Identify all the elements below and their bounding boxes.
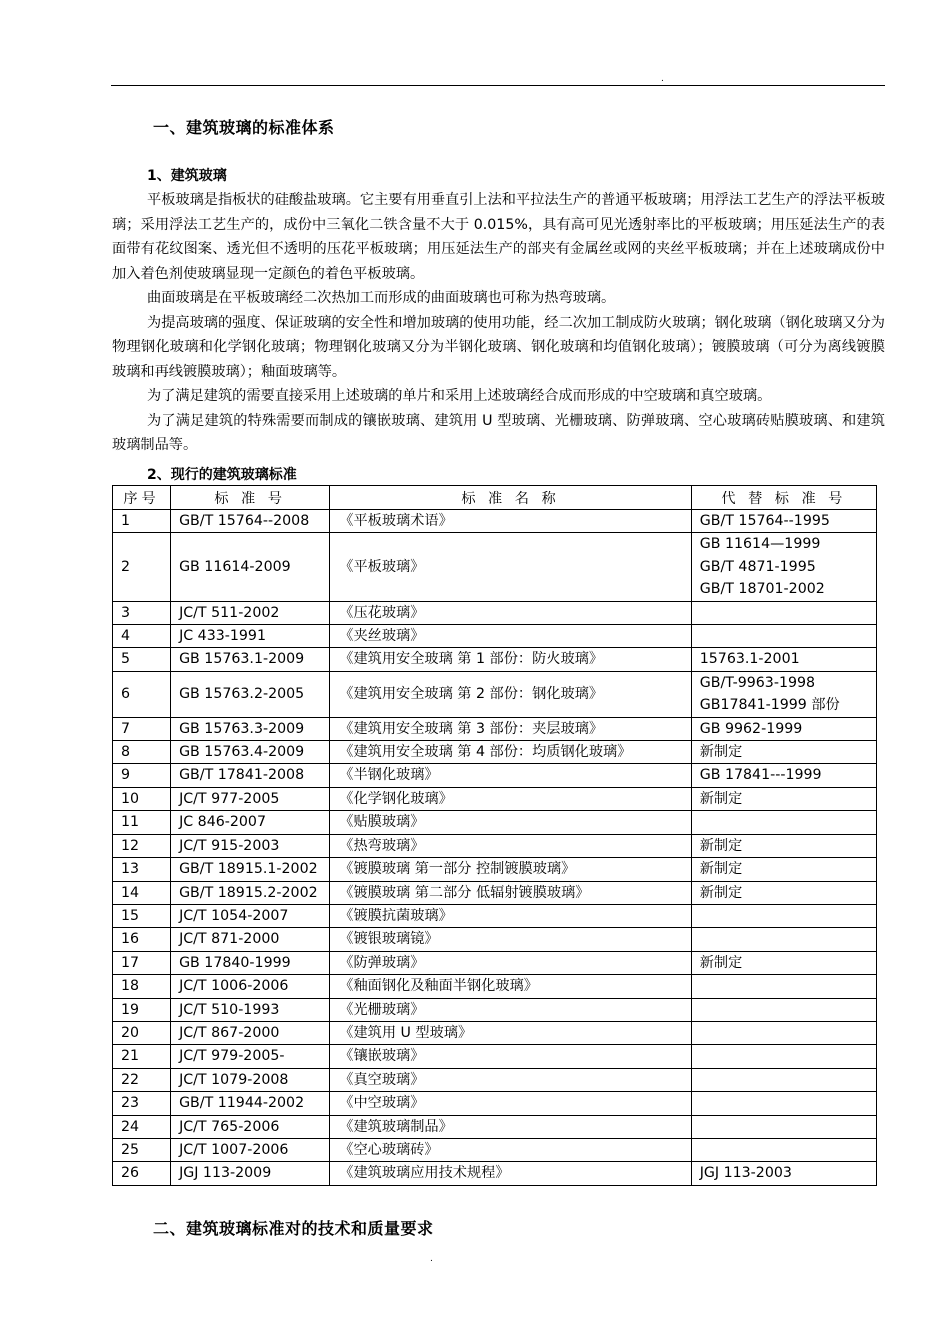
cell-standard-name: 《镀银玻璃镜》: [330, 928, 691, 951]
table-row: [113, 601, 877, 624]
cell-replaces: [691, 1162, 876, 1185]
cell-replaces: [691, 510, 876, 533]
cell-standard-code: GB 15763.1-2009: [171, 648, 330, 671]
paragraph: 为了满足建筑的需要直接采用上述玻璃的单片和采用上述玻璃经合成而形成的中空玻璃和真空玻璃。: [147, 388, 772, 404]
table-row: [113, 1162, 877, 1185]
cell-standard-name: 《贴膜玻璃》: [330, 811, 691, 834]
cell-standard-code: JC/T 979-2005-: [171, 1045, 330, 1068]
cell-standard-code: GB/T 18915.1-2002: [171, 858, 330, 881]
replaced-standard: JGJ 113-2003: [699, 1165, 792, 1182]
cell-no: 8: [113, 741, 171, 764]
cell-standard-code: JC/T 977-2005: [171, 787, 330, 810]
replaced-standard: 新制定: [699, 790, 743, 807]
table-row: [113, 1138, 877, 1161]
cell-no: 16: [113, 928, 171, 951]
cell-standard-name: 《镀膜玻璃 第二部分 低辐射镀膜玻璃》: [330, 881, 691, 904]
cell-standard-name: 《建筑用安全玻璃 第 3 部份：夹层玻璃》: [330, 717, 691, 740]
cell-standard-name: 《镀膜玻璃 第一部分 控制镀膜玻璃》: [330, 858, 691, 881]
cell-replaces: [691, 787, 876, 810]
cell-replaces: [691, 1138, 876, 1161]
cell-replaces: [691, 881, 876, 904]
paragraph: 为提高玻璃的强度、保证玻璃的安全性和增加玻璃的使用功能，经二次加工制成防火玻璃；钢化玻璃（钢化玻璃又分为物理钢化玻璃和化学钢化玻璃；物理钢化玻璃又分为半钢化玻璃、钢化玻璃和均值钢化玻璃）；镀膜玻璃（可分为离线镀膜玻璃和再线镀膜玻璃）；釉面玻璃等。: [112, 314, 885, 380]
cell-no: 25: [113, 1138, 171, 1161]
cell-no: 23: [113, 1092, 171, 1115]
table-row: [113, 881, 877, 904]
cell-replaces: [691, 904, 876, 927]
table-row: [113, 648, 877, 671]
table-row: [113, 998, 877, 1021]
cell-replaces: [691, 975, 876, 998]
paragraph: 为了满足建筑的特殊需要而制成的镶嵌玻璃、建筑用 U 型玻璃、光栅玻璃、防弹玻璃、空心玻璃砖贴膜玻璃、和建筑玻璃制品等。: [112, 412, 885, 453]
cell-standard-name: 《光栅玻璃》: [330, 998, 691, 1021]
cell-standard-code: GB/T 18915.2-2002: [171, 881, 330, 904]
cell-standard-name: 《夹丝玻璃》: [330, 625, 691, 648]
table-row: [113, 625, 877, 648]
cell-replaces: [691, 533, 876, 601]
section2-title: 二、建筑玻璃标准对的技术和质量要求: [153, 1219, 434, 1238]
table-row: [113, 787, 877, 810]
table-row: [113, 510, 877, 533]
cell-no: 2: [113, 533, 171, 601]
cell-standard-code: GB 15763.4-2009: [171, 741, 330, 764]
cell-standard-name: 《建筑用安全玻璃 第 1 部份：防火玻璃》: [330, 648, 691, 671]
cell-no: 26: [113, 1162, 171, 1185]
cell-replaces: [691, 834, 876, 857]
table-row: [113, 741, 877, 764]
table-row: [113, 717, 877, 740]
header-code: 标 准 号: [171, 486, 330, 510]
cell-standard-code: JC/T 1007-2006: [171, 1138, 330, 1161]
cell-replaces: [691, 1021, 876, 1044]
standards-table: [112, 485, 877, 1186]
cell-standard-name: 《中空玻璃》: [330, 1092, 691, 1115]
cell-no: 6: [113, 671, 171, 717]
cell-standard-name: 《压花玻璃》: [330, 601, 691, 624]
table-row: [113, 533, 877, 601]
cell-no: 10: [113, 787, 171, 810]
cell-no: 5: [113, 648, 171, 671]
cell-replaces: [691, 858, 876, 881]
cell-standard-code: JC 433-1991: [171, 625, 330, 648]
cell-standard-code: JC/T 511-2002: [171, 601, 330, 624]
cell-replaces: [691, 741, 876, 764]
cell-replaces: [691, 671, 876, 717]
table-row: [113, 975, 877, 998]
section1-title: 一、建筑玻璃的标准体系: [153, 118, 335, 137]
cell-replaces: [691, 1068, 876, 1091]
cell-no: 24: [113, 1115, 171, 1138]
cell-no: 21: [113, 1045, 171, 1068]
cell-standard-code: GB 15763.2-2005: [171, 671, 330, 717]
cell-standard-code: JC/T 915-2003: [171, 834, 330, 857]
cell-standard-code: GB 15763.3-2009: [171, 717, 330, 740]
table-row: [113, 1115, 877, 1138]
table-row: [113, 1021, 877, 1044]
table-body: [113, 510, 877, 1186]
cell-standard-code: JC/T 1006-2006: [171, 975, 330, 998]
cell-replaces: [691, 764, 876, 787]
cell-no: 1: [113, 510, 171, 533]
cell-replaces: [691, 1115, 876, 1138]
cell-no: 17: [113, 951, 171, 974]
cell-standard-name: 《真空玻璃》: [330, 1068, 691, 1091]
replaced-standard: GB/T 18701-2002: [699, 581, 825, 598]
replaced-standard: 新制定: [699, 884, 743, 901]
cell-standard-code: JC/T 1079-2008: [171, 1068, 330, 1091]
subsection2-title: 2、现行的建筑玻璃标准: [147, 467, 297, 483]
cell-standard-code: GB 17840-1999: [171, 951, 330, 974]
table-row: [113, 1092, 877, 1115]
table-row: [113, 928, 877, 951]
cell-standard-code: GB 11614-2009: [171, 533, 330, 601]
cell-no: 20: [113, 1021, 171, 1044]
table-row: [113, 858, 877, 881]
replaced-standard: 新制定: [699, 954, 743, 971]
cell-standard-code: JC/T 1054-2007: [171, 904, 330, 927]
cell-no: 9: [113, 764, 171, 787]
cell-standard-code: GB/T 17841-2008: [171, 764, 330, 787]
cell-standard-code: JC/T 510-1993: [171, 998, 330, 1021]
cell-standard-name: 《空心玻璃砖》: [330, 1138, 691, 1161]
cell-standard-name: 《平板玻璃》: [330, 533, 691, 601]
cell-replaces: [691, 811, 876, 834]
subsection1-title: 1、建筑玻璃: [147, 168, 227, 184]
cell-no: 13: [113, 858, 171, 881]
cell-no: 3: [113, 601, 171, 624]
cell-standard-name: 《平板玻璃术语》: [330, 510, 691, 533]
cell-standard-name: 《镀膜抗菌玻璃》: [330, 904, 691, 927]
cell-standard-code: JC 846-2007: [171, 811, 330, 834]
replaced-standard: GB 17841---1999: [699, 767, 822, 784]
cell-standard-name: 《半钢化玻璃》: [330, 764, 691, 787]
replaced-standard: GB/T-9963-1998: [699, 674, 816, 691]
paragraph: 曲面玻璃是在平板玻璃经二次热加工而形成的曲面玻璃也可称为热弯玻璃。: [147, 290, 616, 306]
cell-replaces: [691, 625, 876, 648]
replaced-standard: GB 11614—1999: [699, 536, 821, 553]
cell-replaces: [691, 1045, 876, 1068]
cell-no: 7: [113, 717, 171, 740]
replaced-standard: 新制定: [699, 861, 743, 878]
cell-standard-code: JC/T 871-2000: [171, 928, 330, 951]
header-name: 标 准 名 称: [330, 486, 691, 510]
header-replaces: 代 替 标 准 号: [691, 486, 876, 510]
cell-replaces: [691, 648, 876, 671]
cell-standard-name: 《热弯玻璃》: [330, 834, 691, 857]
table-row: [113, 834, 877, 857]
cell-replaces: [691, 928, 876, 951]
table-row: [113, 764, 877, 787]
cell-standard-code: JC/T 867-2000: [171, 1021, 330, 1044]
cell-replaces: [691, 998, 876, 1021]
cell-standard-code: JGJ 113-2009: [171, 1162, 330, 1185]
footer-dot: .: [430, 1254, 433, 1264]
cell-standard-name: 《镶嵌玻璃》: [330, 1045, 691, 1068]
cell-standard-name: 《防弹玻璃》: [330, 951, 691, 974]
table-row: [113, 1068, 877, 1091]
table-header-row: [113, 486, 877, 510]
paragraph: 平板玻璃是指板状的硅酸盐玻璃。它主要有用垂直引上法和平拉法生产的普通平板玻璃；用浮法工艺生产的浮法平板玻璃；采用浮法工艺生产的，成份中三氧化二铁含量不大于 0.015%，具有高可见光透射率比的平板玻璃；用压延法生产的表面带有花纹图案、透光但不透明的压花平板玻璃；用压延法生产的部夹有金属丝或网的夹丝平板玻璃；并在上述玻璃成份中加入着色剂使玻璃显现一定颜色的着色平板玻璃。: [112, 192, 885, 282]
table-row: [113, 904, 877, 927]
cell-standard-code: GB/T 11944-2002: [171, 1092, 330, 1115]
header-rule: [111, 85, 885, 86]
cell-replaces: [691, 717, 876, 740]
cell-replaces: [691, 601, 876, 624]
replaced-standard: GB 9962-1999: [699, 720, 803, 737]
cell-standard-name: 《釉面钢化及釉面半钢化玻璃》: [330, 975, 691, 998]
header-no: 序号: [113, 486, 171, 510]
cell-standard-name: 《建筑玻璃制品》: [330, 1115, 691, 1138]
cell-no: 4: [113, 625, 171, 648]
cell-no: 18: [113, 975, 171, 998]
replaced-standard: 新制定: [699, 744, 743, 761]
table-row: [113, 671, 877, 717]
cell-no: 11: [113, 811, 171, 834]
cell-standard-name: 《建筑用安全玻璃 第 2 部份：钢化玻璃》: [330, 671, 691, 717]
cell-standard-code: GB/T 15764--2008: [171, 510, 330, 533]
cell-standard-name: 《建筑用安全玻璃 第 4 部份：均质钢化玻璃》: [330, 741, 691, 764]
cell-replaces: [691, 1092, 876, 1115]
replaced-standard: 新制定: [699, 837, 743, 854]
header-dot: .: [661, 74, 664, 84]
cell-replaces: [691, 951, 876, 974]
cell-no: 14: [113, 881, 171, 904]
replaced-standard: GB17841-1999 部份: [699, 697, 840, 714]
table-row: [113, 811, 877, 834]
cell-standard-name: 《建筑用 U 型玻璃》: [330, 1021, 691, 1044]
cell-standard-name: 《化学钢化玻璃》: [330, 787, 691, 810]
cell-no: 22: [113, 1068, 171, 1091]
table-row: [113, 951, 877, 974]
replaced-standard: GB/T 15764--1995: [699, 513, 830, 529]
replaced-standard: GB/T 4871-1995: [699, 558, 816, 575]
table-row: [113, 1045, 877, 1068]
cell-standard-code: JC/T 765-2006: [171, 1115, 330, 1138]
cell-standard-name: 《建筑玻璃应用技术规程》: [330, 1162, 691, 1185]
replaced-standard: 15763.1-2001: [699, 651, 800, 668]
cell-no: 12: [113, 834, 171, 857]
cell-no: 19: [113, 998, 171, 1021]
cell-no: 15: [113, 904, 171, 927]
subsection1-body: [112, 188, 885, 458]
